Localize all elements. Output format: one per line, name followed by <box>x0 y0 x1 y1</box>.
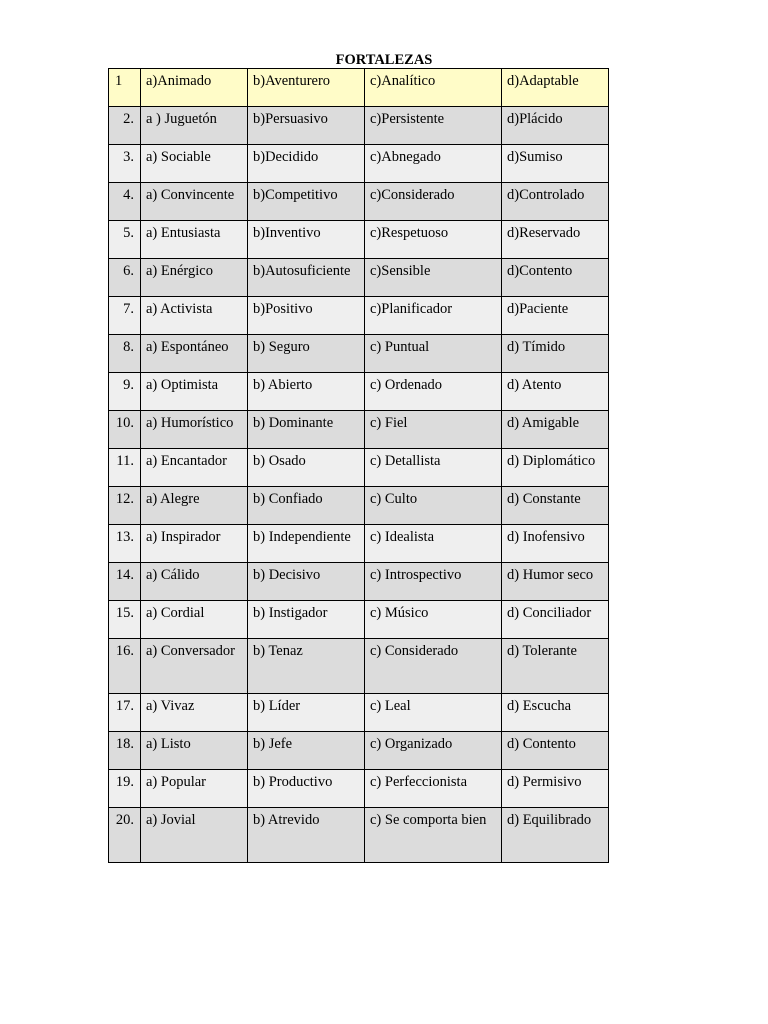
row-number: 6. <box>109 259 141 297</box>
row-number: 4. <box>109 183 141 221</box>
option-b: b) Jefe <box>248 732 365 770</box>
row-number: 10. <box>109 411 141 449</box>
option-d: d)Plácido <box>502 107 609 145</box>
option-c: c) Ordenado <box>365 373 502 411</box>
row-number: 20. <box>109 808 141 863</box>
option-d: d) Equilibrado <box>502 808 609 863</box>
table-row <box>109 808 609 863</box>
option-d: d)Reservado <box>502 221 609 259</box>
option-d: d)Sumiso <box>502 145 609 183</box>
option-a: a) Entusiasta <box>141 221 248 259</box>
row-number: 3. <box>109 145 141 183</box>
option-c: c) Detallista <box>365 449 502 487</box>
row-number: 13. <box>109 525 141 563</box>
option-c: c)Considerado <box>365 183 502 221</box>
option-a: a) Activista <box>141 297 248 335</box>
option-b: b) Confiado <box>248 487 365 525</box>
row-number: 16. <box>109 639 141 694</box>
option-a: a) Cálido <box>141 563 248 601</box>
option-d: d) Tímido <box>502 335 609 373</box>
option-b: b) Independiente <box>248 525 365 563</box>
option-d: d) Escucha <box>502 694 609 732</box>
option-a: a) Vivaz <box>141 694 248 732</box>
table-row <box>109 732 609 770</box>
table-row <box>109 770 609 808</box>
option-d: d)Controlado <box>502 183 609 221</box>
option-a: a) Convincente <box>141 183 248 221</box>
option-c: c) Puntual <box>365 335 502 373</box>
option-b: b) Dominante <box>248 411 365 449</box>
option-c: c)Planificador <box>365 297 502 335</box>
row-number: 12. <box>109 487 141 525</box>
option-b: b) Tenaz <box>248 639 365 694</box>
option-a: a) Enérgico <box>141 259 248 297</box>
option-b: b) Abierto <box>248 373 365 411</box>
option-b: b)Autosuficiente <box>248 259 365 297</box>
option-b: b)Competitivo <box>248 183 365 221</box>
option-a: a) Humorístico <box>141 411 248 449</box>
row-number: 11. <box>109 449 141 487</box>
table-row <box>109 525 609 563</box>
option-a: a)Animado <box>141 69 248 107</box>
row-number: 18. <box>109 732 141 770</box>
row-number: 9. <box>109 373 141 411</box>
option-b: b) Productivo <box>248 770 365 808</box>
option-b: b)Inventivo <box>248 221 365 259</box>
option-c: c) Leal <box>365 694 502 732</box>
option-b: b)Decidido <box>248 145 365 183</box>
table-row <box>109 183 609 221</box>
option-b: b) Seguro <box>248 335 365 373</box>
table-row <box>109 694 609 732</box>
row-number: 15. <box>109 601 141 639</box>
option-a: a) Listo <box>141 732 248 770</box>
option-b: b) Líder <box>248 694 365 732</box>
option-a: a) Optimista <box>141 373 248 411</box>
option-b: b)Persuasivo <box>248 107 365 145</box>
option-c: c)Abnegado <box>365 145 502 183</box>
row-number: 1 <box>109 69 141 107</box>
option-d: d) Constante <box>502 487 609 525</box>
table-row <box>109 297 609 335</box>
row-number: 5. <box>109 221 141 259</box>
table-row <box>109 639 609 694</box>
option-b: b)Aventurero <box>248 69 365 107</box>
option-a: a) Alegre <box>141 487 248 525</box>
option-d: d)Contento <box>502 259 609 297</box>
option-d: d) Diplomático <box>502 449 609 487</box>
strengths-table <box>108 68 609 863</box>
option-c: c) Introspectivo <box>365 563 502 601</box>
option-d: d) Atento <box>502 373 609 411</box>
option-b: b)Positivo <box>248 297 365 335</box>
option-d: d) Inofensivo <box>502 525 609 563</box>
option-c: c) Músico <box>365 601 502 639</box>
table-row <box>109 449 609 487</box>
row-number: 14. <box>109 563 141 601</box>
option-d: d)Adaptable <box>502 69 609 107</box>
document-title: FORTALEZAS <box>335 52 433 68</box>
table-row <box>109 221 609 259</box>
option-c: c)Sensible <box>365 259 502 297</box>
option-d: d) Humor seco <box>502 563 609 601</box>
option-a: a ) Juguetón <box>141 107 248 145</box>
option-c: c)Respetuoso <box>365 221 502 259</box>
option-a: a) Inspirador <box>141 525 248 563</box>
table-row <box>109 487 609 525</box>
option-b: b) Osado <box>248 449 365 487</box>
option-d: d)Paciente <box>502 297 609 335</box>
option-b: b) Instigador <box>248 601 365 639</box>
option-a: a) Jovial <box>141 808 248 863</box>
option-c: c) Organizado <box>365 732 502 770</box>
table-row <box>109 145 609 183</box>
option-a: a) Sociable <box>141 145 248 183</box>
option-c: c) Idealista <box>365 525 502 563</box>
option-d: d) Tolerante <box>502 639 609 694</box>
table-row <box>109 373 609 411</box>
option-d: d) Amigable <box>502 411 609 449</box>
option-b: b) Decisivo <box>248 563 365 601</box>
row-number: 7. <box>109 297 141 335</box>
row-number: 17. <box>109 694 141 732</box>
table-row <box>109 563 609 601</box>
option-a: a) Encantador <box>141 449 248 487</box>
row-number: 8. <box>109 335 141 373</box>
option-a: a) Conversador <box>141 639 248 694</box>
option-c: c) Perfeccionista <box>365 770 502 808</box>
option-a: a) Cordial <box>141 601 248 639</box>
option-d: d) Contento <box>502 732 609 770</box>
option-a: a) Popular <box>141 770 248 808</box>
option-c: c) Considerado <box>365 639 502 694</box>
option-a: a) Espontáneo <box>141 335 248 373</box>
option-c: c) Se comporta bien <box>365 808 502 863</box>
option-c: c) Fiel <box>365 411 502 449</box>
option-c: c)Persistente <box>365 107 502 145</box>
table-row <box>109 601 609 639</box>
table-row <box>109 411 609 449</box>
table-row <box>109 335 609 373</box>
option-d: d) Conciliador <box>502 601 609 639</box>
option-b: b) Atrevido <box>248 808 365 863</box>
option-c: c)Analítico <box>365 69 502 107</box>
option-d: d) Permisivo <box>502 770 609 808</box>
table-row <box>109 69 609 107</box>
option-c: c) Culto <box>365 487 502 525</box>
table-row <box>109 259 609 297</box>
row-number: 19. <box>109 770 141 808</box>
row-number: 2. <box>109 107 141 145</box>
table-row <box>109 107 609 145</box>
